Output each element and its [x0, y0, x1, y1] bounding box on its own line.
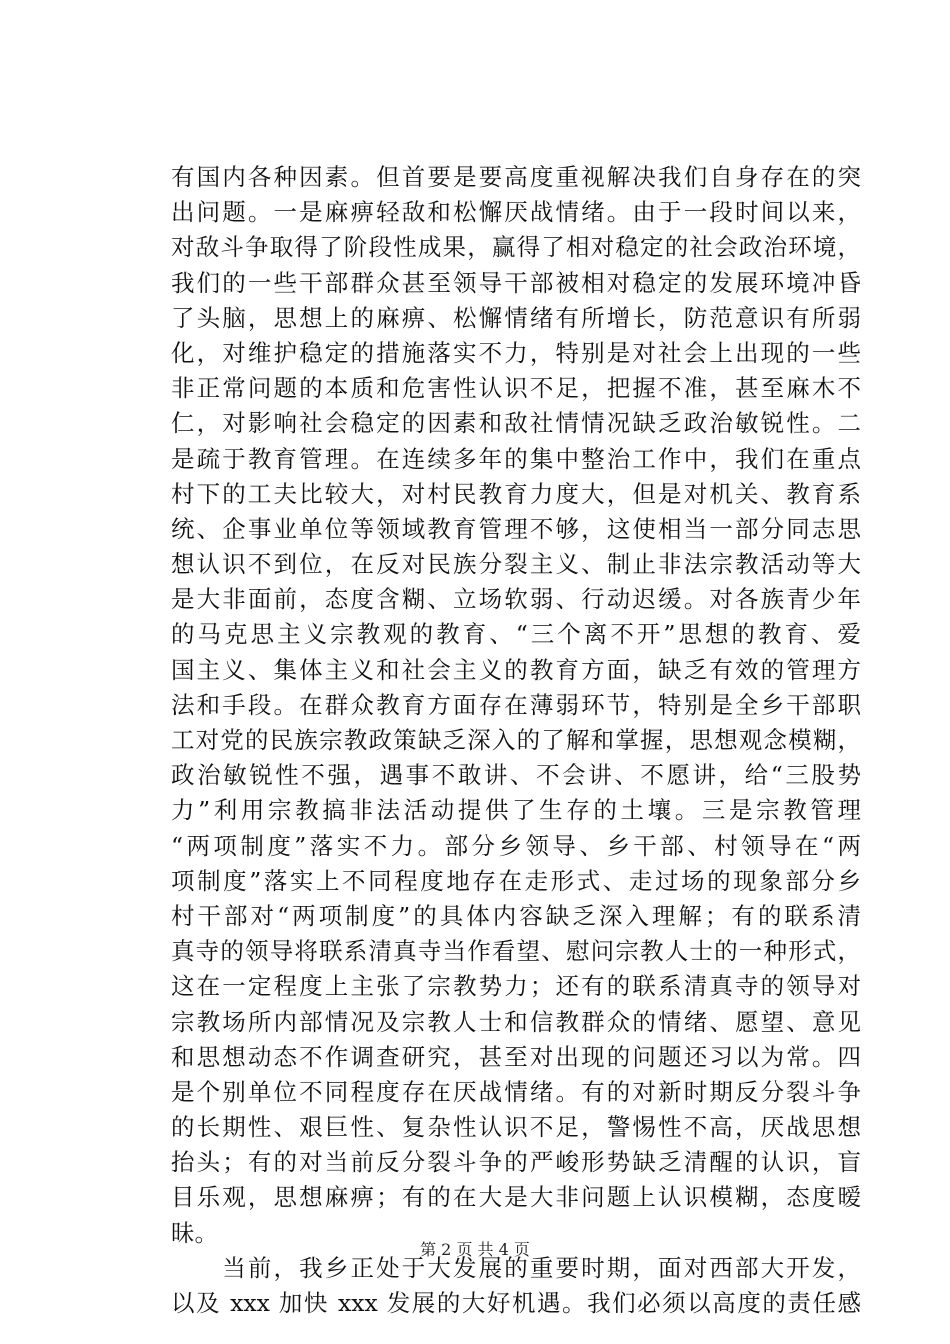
- text-line: 项制度”落实上不同程度地存在走形式、走过场的现象部分乡: [171, 866, 861, 895]
- text-line-paragraph-end: 昧。: [171, 1218, 218, 1247]
- text-line: 有国内各种因素。但首要是要高度重视解决我们自身存在的突: [171, 163, 861, 191]
- text-line: 是个别单位不同程度存在厌战情绪。有的对新时期反分裂斗争: [171, 1077, 861, 1106]
- text-line: 想认识不到位，在反对民族分裂主义、制止非法宗教活动等大: [171, 550, 861, 579]
- text-line: 这在一定程度上主张了宗教势力；还有的联系清真寺的领导对: [171, 972, 861, 1001]
- text-line: 对敌斗争取得了阶段性成果，赢得了相对稳定的社会政治环境，: [171, 233, 861, 262]
- text-line: 目乐观，思想麻痹；有的在大是大非问题上认识模糊，态度暧: [171, 1183, 861, 1212]
- text-line: “两项制度”落实不力。部分乡领导、乡干部、村领导在“两: [171, 831, 861, 860]
- text-line: 村干部对“两项制度”的具体内容缺乏深入理解；有的联系清: [171, 901, 861, 930]
- page-number-footer: 第 2 页 共 4 页: [420, 1240, 530, 1259]
- text-line: 统、企事业单位等领域教育管理不够，这使相当一部分同志思: [171, 514, 861, 543]
- text-line: 力”利用宗教搞非法活动提供了生存的土壤。三是宗教管理: [171, 796, 861, 825]
- text-line: 真寺的领导将联系清真寺当作看望、慰问宗教人士的一种形式，: [171, 937, 861, 966]
- body-text: [171, 160, 861, 1321]
- text-line: 是疏于教育管理。在连续多年的集中整治工作中，我们在重点: [171, 444, 861, 473]
- text-line: 抬头；有的对当前反分裂斗争的严峻形势缺乏清醒的认识，盲: [171, 1148, 861, 1177]
- text-line: 化，对维护稳定的措施落实不力，特别是对社会上出现的一些: [171, 338, 861, 367]
- text-line: 出问题。一是麻痹轻敌和松懈厌战情绪。由于一段时间以来，: [171, 198, 861, 227]
- text-line: 和思想动态不作调查研究，甚至对出现的问题还习以为常。四: [171, 1042, 861, 1071]
- text-line: 工对党的民族宗教政策缺乏深入的了解和掌握，思想观念模糊，: [171, 726, 861, 754]
- text-line: 政治敏锐性不强，遇事不敢讲、不会讲、不愿讲，给“三股势: [171, 761, 861, 790]
- text-line: 的长期性、艰巨性、复杂性认识不足，警惕性不高，厌战思想: [171, 1113, 861, 1142]
- text-line: 我们的一些干部群众甚至领导干部被相对稳定的发展环境冲昏: [171, 268, 861, 297]
- text-line: 法和手段。在群众教育方面存在薄弱环节，特别是全乡干部职: [171, 690, 861, 719]
- text-line: 非正常问题的本质和危害性认识不足，把握不准，甚至麻木不: [171, 374, 861, 403]
- text-line: 以及 xxx 加快 xxx 发展的大好机遇。我们必须以高度的责任感: [171, 1289, 861, 1317]
- text-line: 是大非面前，态度含糊、立场软弱、行动迟缓。对各族青少年: [171, 585, 861, 614]
- text-line: 村下的工夫比较大，对村民教育力度大，但是对机关、教育系: [171, 479, 861, 508]
- text-line: 宗教场所内部情况及宗教人士和信教群众的情绪、愿望、意见: [171, 1007, 861, 1036]
- text-line: 仁，对影响社会稳定的因素和敌社情情况缺乏政治敏锐性。二: [171, 409, 861, 438]
- text-line: 国主义、集体主义和社会主义的教育方面，缺乏有效的管理方: [171, 655, 861, 684]
- text-line: 的马克思主义宗教观的教育、“三个离不开”思想的教育、爱: [171, 620, 861, 649]
- text-line-paragraph-start: 当前，我乡正处于大发展的重要时期，面对西部大开发，: [171, 1253, 861, 1282]
- text-line: 了头脑，思想上的麻痹、松懈情绪有所增长，防范意识有所弱: [171, 303, 861, 332]
